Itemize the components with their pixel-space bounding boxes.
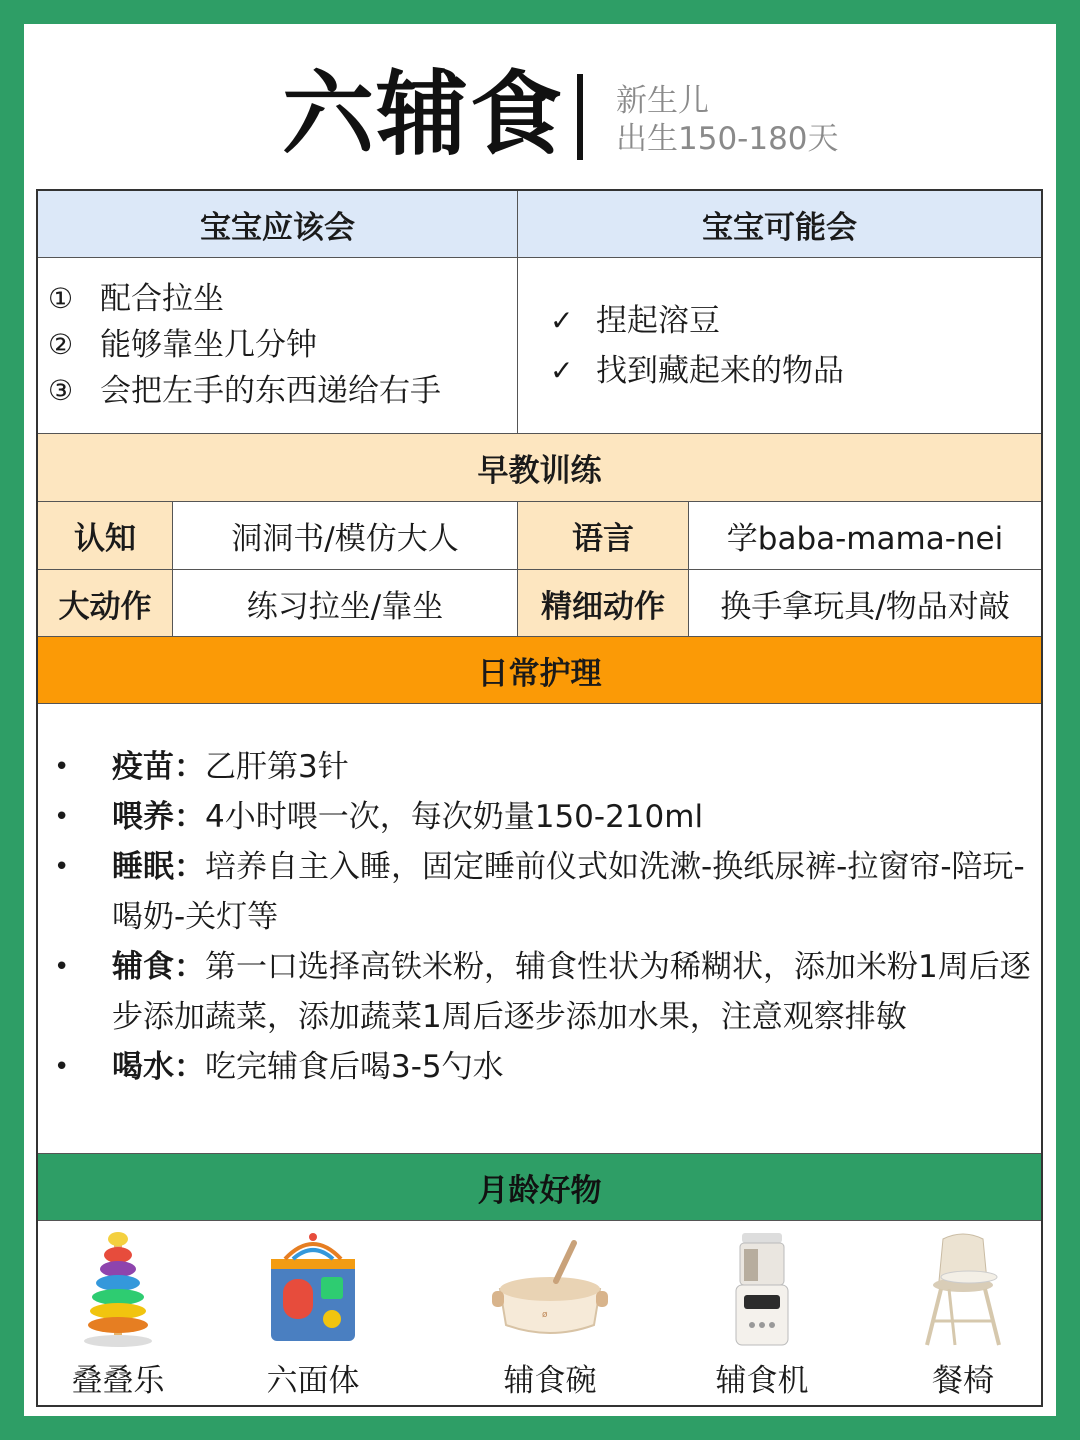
high-chair-icon xyxy=(883,1229,1043,1349)
care-item-key: 疫苗： xyxy=(112,749,205,785)
bullet-icon: • xyxy=(54,1052,70,1082)
goods-item xyxy=(470,1221,630,1405)
list-item xyxy=(48,322,441,368)
care-item-text: 乙肝第3针 xyxy=(205,749,349,785)
care-item xyxy=(50,1042,1040,1092)
care-item-text: 4小时喂一次，每次奶量150-210ml xyxy=(205,799,704,835)
may-list xyxy=(550,296,844,396)
goods-header: 月龄好物 xyxy=(38,1153,1041,1221)
bullet-icon: • xyxy=(54,802,70,832)
care-list xyxy=(50,742,1040,1092)
care-item xyxy=(50,942,1040,1042)
should-list xyxy=(48,276,441,414)
feeding-bowl-icon xyxy=(470,1229,630,1349)
goods-item xyxy=(38,1221,198,1405)
bullet-icon: • xyxy=(54,952,70,982)
subtitle-age-range: 出生150-180天 xyxy=(616,121,839,157)
should-list-cell xyxy=(38,258,518,434)
training-value: 学baba-mama-nei xyxy=(689,502,1041,570)
food-processor-icon xyxy=(682,1229,842,1349)
may-header: 宝宝可能会 xyxy=(518,191,1041,258)
page-header xyxy=(24,24,1056,188)
goods-item-name: 餐椅 xyxy=(932,1363,994,1399)
list-item-text: 找到藏起来的物品 xyxy=(596,353,844,389)
care-header: 日常护理 xyxy=(38,637,1041,704)
should-header: 宝宝应该会 xyxy=(38,191,518,258)
svg-text:ø: ø xyxy=(542,1310,548,1320)
bullet-icon: • xyxy=(54,852,70,882)
list-item xyxy=(550,296,844,346)
goods-item xyxy=(682,1221,842,1405)
training-value: 换手拿玩具/物品对敲 xyxy=(689,570,1041,637)
list-item-text: 会把左手的东西递给右手 xyxy=(100,373,441,409)
stacking-rings-icon xyxy=(38,1229,198,1349)
checkmark-icon: ✓ xyxy=(550,304,574,337)
training-label: 大动作 xyxy=(38,570,173,637)
list-item xyxy=(48,368,441,414)
goods-item-name: 辅食机 xyxy=(715,1363,809,1399)
training-label: 精细动作 xyxy=(518,570,689,637)
title-divider xyxy=(577,74,583,160)
goods-row xyxy=(38,1221,1041,1405)
list-marker: ① xyxy=(48,282,74,315)
checkmark-icon: ✓ xyxy=(550,354,574,387)
care-item-key: 辅食： xyxy=(112,949,205,985)
training-value: 练习拉坐/靠坐 xyxy=(173,570,518,637)
care-item-text: 第一口选择高铁米粉，辅食性状为稀糊状，添加米粉1周后逐步添加蔬菜，添加蔬菜1周后逐步添加水果，注意观察排敏 xyxy=(112,949,1031,1035)
training-header: 早教训练 xyxy=(38,434,1041,502)
goods-item xyxy=(233,1221,393,1405)
training-value: 洞洞书/模仿大人 xyxy=(173,502,518,570)
care-item xyxy=(50,742,1040,792)
care-item xyxy=(50,792,1040,842)
page-title: 六辅食 xyxy=(282,61,565,168)
care-item-key: 喂养： xyxy=(112,799,205,835)
list-item-text: 能够靠坐几分钟 xyxy=(100,327,317,363)
goods-item-name: 辅食碗 xyxy=(503,1363,597,1399)
care-item-key: 睡眠： xyxy=(112,849,205,885)
list-item xyxy=(48,276,441,322)
may-list-cell xyxy=(518,258,1041,434)
care-item-text: 培养自主入睡，固定睡前仪式如洗漱-换纸尿裤-拉窗帘-陪玩-喝奶-关灯等 xyxy=(112,849,1025,935)
page-card xyxy=(24,24,1056,1416)
list-item xyxy=(550,346,844,396)
list-item-text: 捏起溶豆 xyxy=(596,303,720,339)
goods-item xyxy=(883,1221,1043,1405)
goods-item-name: 叠叠乐 xyxy=(71,1363,165,1399)
activity-cube-icon xyxy=(233,1229,393,1349)
care-item xyxy=(50,842,1040,942)
bullet-icon: • xyxy=(54,752,70,782)
list-marker: ② xyxy=(48,328,74,361)
info-table xyxy=(36,189,1043,1407)
care-item-key: 喝水： xyxy=(112,1049,205,1085)
goods-item-name: 六面体 xyxy=(266,1363,360,1399)
list-item-text: 配合拉坐 xyxy=(100,281,224,317)
subtitle-stage: 新生儿 xyxy=(616,83,709,119)
training-label: 语言 xyxy=(518,502,689,570)
care-item-text: 吃完辅食后喝3-5勺水 xyxy=(205,1049,504,1085)
training-label: 认知 xyxy=(38,502,173,570)
list-marker: ③ xyxy=(48,374,74,407)
